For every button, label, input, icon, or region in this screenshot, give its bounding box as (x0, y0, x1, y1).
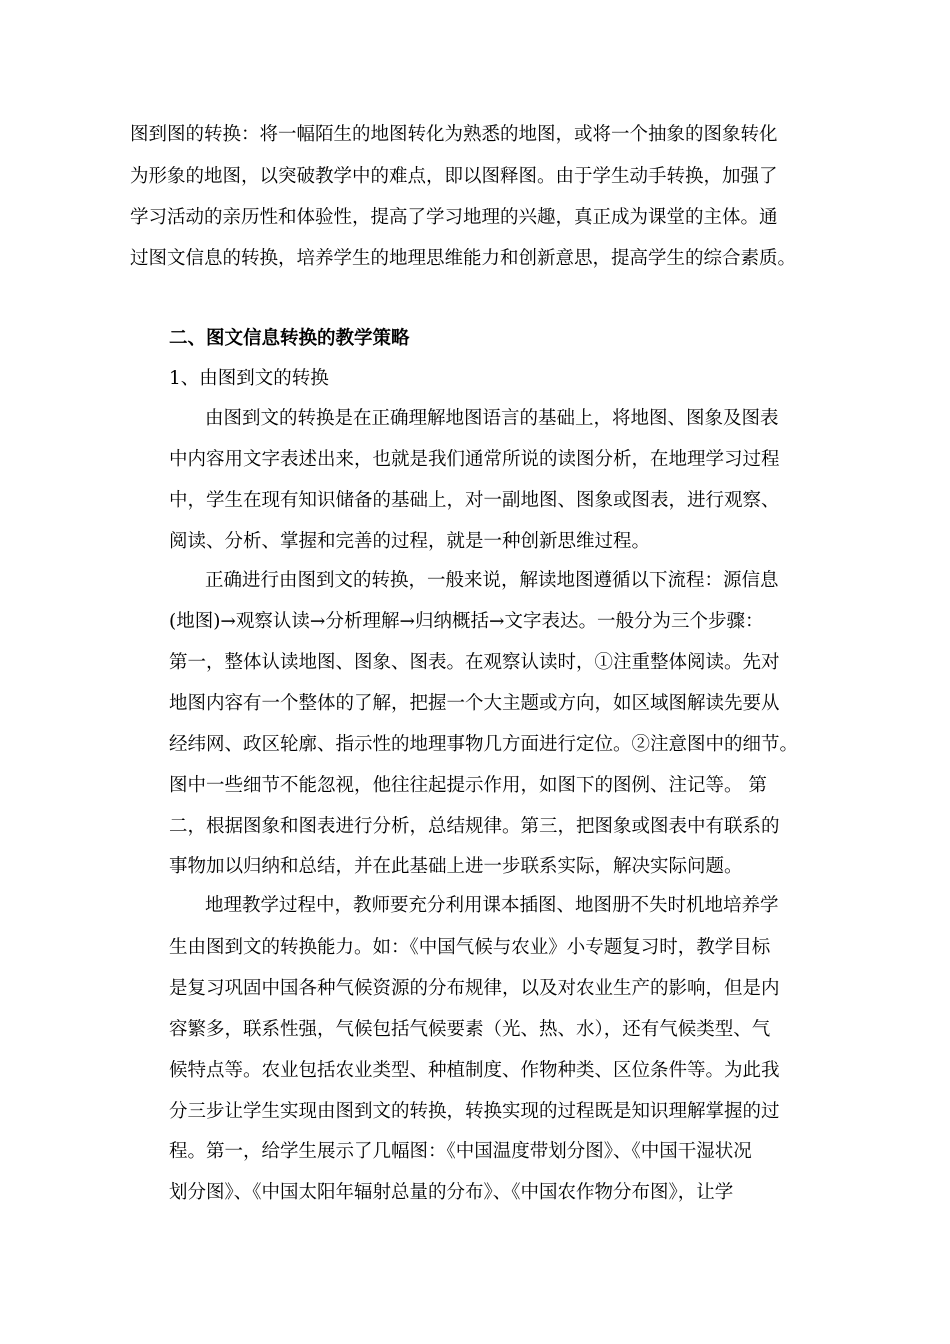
paragraph-4-line-3: 是复习巩固中国各种气候资源的分布规律，以及对农业生产的影响，但是内 (169, 978, 780, 999)
paragraph-4-line-6: 分三步让学生实现由图到文的转换，转换实现的过程既是知识理解掌握的过 (169, 1101, 780, 1122)
paragraph-1-line-4: 过图文信息的转换，培养学生的地理思维能力和创新意思，提高学生的综合素质。 (130, 248, 797, 269)
paragraph-4-line-4: 容繁多，联系性强，气候包括气候要素（光、热、水），还有气候类型、气 (169, 1019, 771, 1040)
paragraph-4-line-2: 生由图到文的转换能力。如：《中国气候与农业》小专题复习时，教学目标 (169, 937, 771, 958)
subsection-heading: 1、由图到文的转换 (169, 368, 329, 389)
paragraph-2-line-3: 中，学生在现有知识储备的基础上，对一副地图、图象或图表，进行观察、 (169, 490, 780, 511)
paragraph-2-line-2: 中内容用文字表述出来，也就是我们通常所说的读图分析，在地理学习过程 (169, 449, 780, 470)
paragraph-3-line-6: 图中一些细节不能忽视，他往往起提示作用，如图下的图例、注记等。 第 (169, 775, 767, 796)
paragraph-4-line-8: 划分图》、《中国太阳年辐射总量的分布》、《中国农作物分布图》，让学 (169, 1182, 734, 1203)
paragraph-1-line-1: 图到图的转换：将一幅陌生的地图转化为熟悉的地图，或将一个抽象的图象转化 (130, 124, 778, 145)
paragraph-3-line-3: 第一，整体认读地图、图象、图表。在观察认读时，①注重整体阅读。先对 (169, 652, 780, 673)
paragraph-4-line-1: 地理教学过程中，教师要充分利用课本插图、地图册不失时机地培养学 (205, 895, 779, 916)
paragraph-3-line-4: 地图内容有一个整体的了解，把握一个大主题或方向，如区域图解读先要从 (169, 693, 780, 714)
paragraph-3-line-5: 经纬网、政区轮廓、指示性的地理事物几方面进行定位。②注意图中的细节。 (169, 734, 799, 755)
paragraph-3-line-2: (地图)→观察认读→分析理解→归纳概括→文字表达。一般分为三个步骤： (169, 611, 764, 632)
paragraph-1-line-3: 学习活动的亲历性和体验性，提高了学习地理的兴趣，真正成为课堂的主体。通 (130, 207, 778, 228)
section-heading: 二、图文信息转换的教学策略 (169, 328, 410, 349)
paragraph-1-line-2: 为形象的地图，以突破教学中的难点，即以图释图。由于学生动手转换，加强了 (130, 166, 778, 187)
paragraph-4-line-5: 候特点等。农业包括农业类型、种植制度、作物种类、区位条件等。为此我 (169, 1060, 780, 1081)
paragraph-3-line-7: 二，根据图象和图表进行分析，总结规律。第三，把图象或图表中有联系的 (169, 816, 780, 837)
paragraph-2-line-4: 阅读、分析、掌握和完善的过程，就是一种创新思维过程。 (169, 531, 651, 552)
paragraph-3-line-1: 正确进行由图到文的转换，一般来说，解读地图遵循以下流程：源信息 (205, 570, 779, 591)
paragraph-4-line-7: 程。第一，给学生展示了几幅图：《中国温度带划分图》、《中国干湿状况 (169, 1141, 752, 1162)
paragraph-2-line-1: 由图到文的转换是在正确理解地图语言的基础上，将地图、图象及图表 (205, 408, 779, 429)
paragraph-3-line-8: 事物加以归纳和总结，并在此基础上进一步联系实际，解决实际问题。 (169, 856, 743, 877)
